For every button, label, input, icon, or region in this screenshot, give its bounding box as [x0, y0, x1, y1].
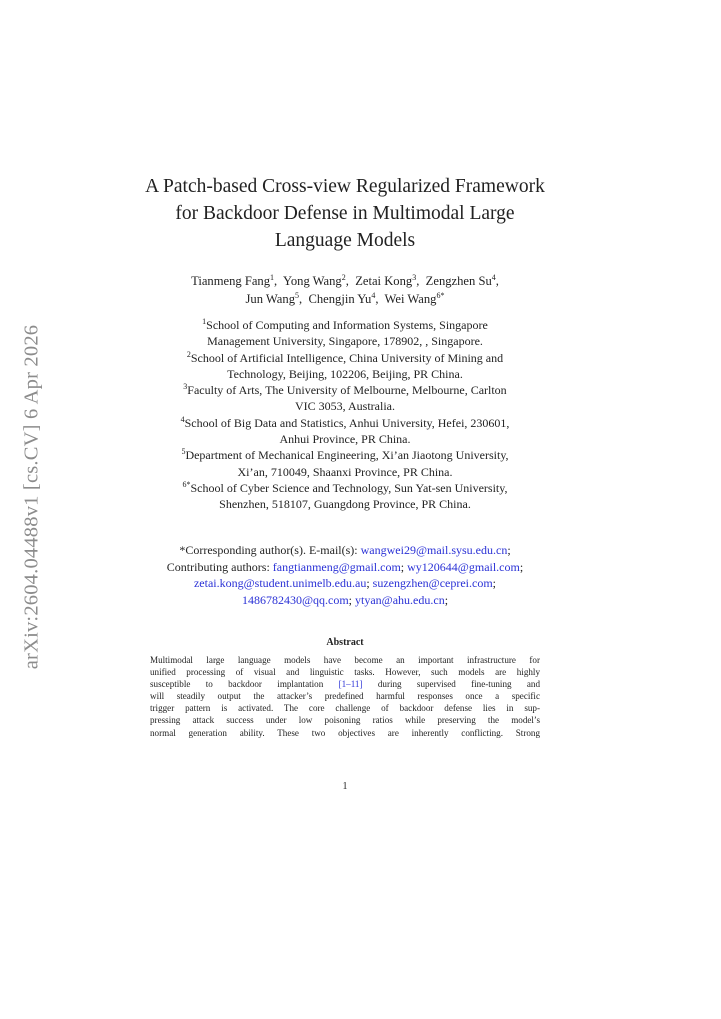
author-name: Wei Wang [384, 291, 437, 306]
author-list [120, 273, 570, 308]
affiliation-text: School of Cyber Science and Technology, Sun Yat-sen University, [190, 480, 508, 495]
affiliation-text: Department of Mechanical Engineering, Xi’an Jiaotong University, [185, 448, 509, 463]
contributing-emails-line: zetai.kong@student.unimelb.edu.au; suzengzhen@ceprei.com; [193, 576, 497, 590]
contributing-authors-line: Contributing authors: fangtianmeng@gmail.com; wy120644@gmail.com; [166, 559, 524, 574]
abstract-heading: Abstract [326, 637, 364, 648]
affiliation-line [120, 317, 570, 333]
correspondence-block [110, 542, 580, 608]
affiliation-line [120, 350, 570, 366]
author-name: Yong Wang [283, 274, 342, 288]
author-affiliation-marker: 4 [371, 290, 376, 300]
author-affiliation-marker: 5 [295, 290, 299, 300]
author-line-1: Tianmeng Fang$^1$, Yong Wang$^2$, Zetai Kong$^3$, Zengzhen Su$^4$, [191, 273, 499, 288]
corresponding-label: *Corresponding author(s). E-mail(s): [179, 543, 358, 557]
affiliation-text: Xi’an, 710049, Shaanxi Province, PR China. [237, 464, 453, 479]
affiliation-text: Anhui Province, PR China. [279, 432, 411, 447]
author-line-2: Jun Wang$^5$, Chengjin Yu$^4$, Wei Wang$^{6*}$ [245, 290, 445, 306]
author-name: Tianmeng Fang [191, 274, 271, 288]
page-number: 1 [342, 781, 348, 792]
paper-title [120, 173, 570, 254]
contributing-email-link[interactable]: wy120644@gmail.com [407, 559, 520, 574]
abstract-line: will steadily output the attacker’s predefined harmful responses once a specific [150, 691, 540, 702]
author-affiliation-marker: 2 [341, 273, 346, 282]
contributing-emails-line: 1486782430@qq.com; ytyan@ahu.edu.cn; [241, 592, 449, 607]
affiliation-text: VIC 3053, Australia. [295, 399, 395, 414]
contributing-email-link[interactable]: ytyan@ahu.edu.cn [355, 592, 445, 607]
author-affiliation-marker: 3 [412, 273, 417, 282]
contributing-label: Contributing authors: [166, 559, 270, 574]
abstract-body [150, 654, 540, 739]
abstract-line [150, 678, 540, 690]
affiliation-list [120, 317, 570, 513]
affiliation-marker: 1 [202, 317, 207, 326]
affiliation-line [120, 382, 570, 398]
affiliation-text: Faculty of Arts, The University of Melbourne, Melbourne, Carlton [187, 383, 507, 398]
author-name: Zengzhen Su [425, 274, 492, 288]
contributing-email-link[interactable]: fangtianmeng@gmail.com [272, 559, 401, 574]
author-affiliation-marker: 6* [436, 290, 445, 300]
abstract-line: normal generation ability. These two objectives are inherently conflicting. Strong [150, 727, 540, 738]
affiliation-line [120, 415, 570, 431]
abstract-text: during supervised fine-tuning and [377, 679, 540, 690]
author-name: Chengjin Yu [308, 291, 372, 306]
citation-link[interactable]: [1–11] [338, 679, 363, 690]
abstract-line: trigger pattern is activated. The core challenge of backdoor defense lies in sup- [150, 703, 540, 714]
author-name: Zetai Kong [355, 274, 413, 288]
affiliation-marker: 5 [181, 447, 186, 457]
abstract-line: unified processing of visual and linguistic tasks. However, such models are highly [150, 667, 540, 678]
corresponding-author-line: *Corresponding author(s). E-mail(s): wangwei29@mail.sysu.edu.cn; [179, 543, 511, 557]
corresponding-email-link[interactable]: wangwei29@mail.sysu.edu.cn [360, 543, 508, 557]
abstract-line: pressing attack success under low poisoning ratios while preserving the model’s [150, 715, 540, 726]
affiliation-marker: 4 [180, 414, 185, 424]
affiliation-text: School of Big Data and Statistics, Anhui University, Hefei, 230601, [184, 415, 510, 430]
contributing-email-link[interactable]: suzengzhen@ceprei.com [372, 576, 493, 590]
author-name: Jun Wang [245, 291, 295, 306]
title-line: A Patch-based Cross-view Regularized Framework [145, 176, 545, 197]
contributing-email-link[interactable]: 1486782430@qq.com [241, 592, 349, 607]
affiliation-text: School of Computing and Information Systems, Singapore [206, 318, 488, 332]
affiliation-text: Shenzhen, 518107, Guangdong Province, PR China. [219, 497, 471, 512]
title-line: for Backdoor Defense in Multimodal Large [175, 203, 515, 224]
author-affiliation-marker: 1 [270, 273, 275, 282]
abstract-line: Multimodal large language models have become an important infrastructure for [150, 655, 540, 665]
author-affiliation-marker: 4 [491, 273, 496, 282]
affiliation-line [120, 447, 570, 463]
contributing-email-link[interactable]: zetai.kong@student.unimelb.edu.au [193, 576, 367, 590]
affiliation-text: Technology, Beijing, 102206, Beijing, PR China. [227, 366, 463, 381]
affiliation-marker: 6* [182, 479, 191, 489]
abstract-text: susceptible to backdoor implantation [150, 679, 324, 690]
affiliation-line [120, 480, 570, 496]
affiliation-text: School of Artificial Intelligence, China University of Mining and [190, 350, 504, 365]
arxiv-identifier-text: arXiv:2604.04488v1 [cs.CV] 6 Apr 2026 [20, 324, 43, 670]
affiliation-marker: 3 [183, 382, 188, 392]
affiliation-text: Management University, Singapore, 178902, , Singapore. [207, 334, 483, 349]
title-line: Language Models [274, 230, 416, 251]
affiliation-marker: 2 [186, 349, 191, 359]
